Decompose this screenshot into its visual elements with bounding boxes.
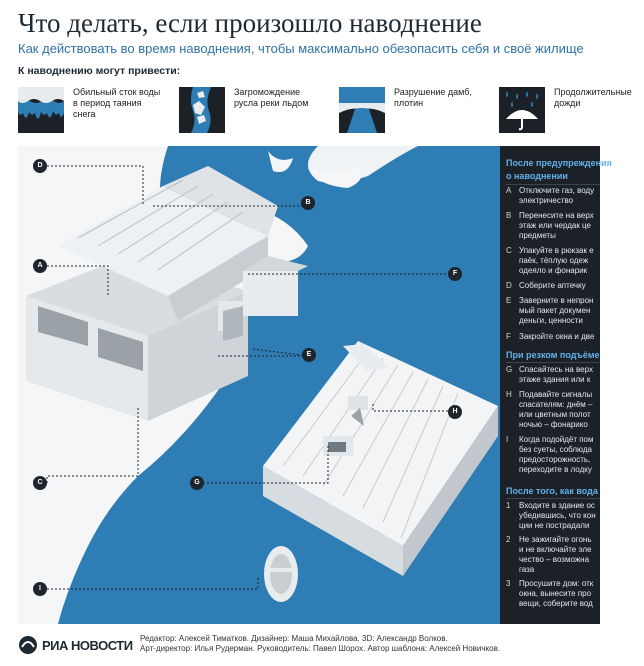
item-key: F [506, 332, 511, 341]
item-text: Соберите аптечку [519, 281, 586, 290]
item-text: Когда подойдёт пом без суеты, соблюда предосторожность, переходите в лодку [519, 435, 594, 474]
cause-label: Разрушение дамб, плотин [394, 87, 472, 108]
flood-illustration [18, 146, 500, 624]
item-key: G [506, 365, 513, 374]
marker-g[interactable]: G [190, 476, 204, 490]
rain-umbrella-icon [499, 87, 545, 133]
instructions-panel [500, 146, 612, 624]
item-key: 3 [506, 579, 511, 588]
marker-a[interactable]: A [33, 259, 47, 273]
item-key: 2 [506, 535, 511, 544]
item-key: I [506, 435, 509, 444]
item-key: D [506, 281, 512, 290]
causes-heading: К наводнению могут привести: [18, 65, 181, 77]
logo-text: РИА НОВОСТИ [42, 638, 133, 653]
ria-logo[interactable] [18, 634, 136, 656]
item-text: Упакуйте в рюкзак е паёк, тёплую одеж одеяло и фонарик [519, 246, 594, 275]
section-title-rise: При резком подъёме [506, 350, 600, 360]
cause-label: Обильный сток воды в период таяния снега [73, 87, 161, 119]
item-key: A [506, 186, 512, 195]
item-text: Закройте окна и две [519, 332, 595, 341]
footer [0, 630, 600, 666]
section-title-warning: После предупреждения [506, 158, 612, 168]
dam-break-icon [339, 87, 385, 133]
ice-jam-icon [179, 87, 225, 133]
credits-line: Редактор: Алексей Тиматков. Дизайнер: Маша Михайлова. 3D: Александр Волков. [140, 634, 448, 643]
item-key: E [506, 296, 512, 305]
credits [140, 634, 500, 654]
item-text: Не зажигайте огонь и не включайте эле чество – возможна газа [519, 535, 592, 574]
marker-e[interactable]: E [302, 348, 316, 362]
section-title-warning-cont: о наводнении [506, 171, 568, 181]
ria-logo-icon [18, 635, 38, 655]
melting-snow-icon [18, 87, 64, 133]
marker-b[interactable]: B [301, 196, 315, 210]
house-flooded [263, 341, 498, 576]
item-text: Просушите дом: отк окна, вынесите про вещи, соберите вод [519, 579, 594, 608]
flood-scene [18, 146, 500, 624]
divider [506, 362, 600, 363]
item-text: Спасайтесь на верх этаже здания или к [519, 365, 593, 384]
marker-h[interactable]: H [448, 405, 462, 419]
item-key: 1 [506, 501, 511, 510]
rescue-boat [264, 546, 298, 602]
item-key: H [506, 390, 512, 399]
item-key: B [506, 211, 512, 220]
item-key: C [506, 246, 512, 255]
ice-floe [268, 151, 293, 172]
page-subtitle: Как действовать во время наводнения, чтобы максимально обезопасить себя и своё жилище [18, 41, 584, 56]
cause-label: Загромождение русла реки льдом [234, 87, 309, 108]
marker-d[interactable]: D [33, 159, 47, 173]
item-text: Заверните в непрон мый пакет докумен деньги, ценности [519, 296, 594, 325]
divider [506, 184, 600, 185]
credits-line: Арт-директор: Илья Рудерман. Руководитель: Павел Шорох. Автор шаблона: Алексей Новичков. [140, 644, 501, 653]
item-text: Перенесите на верх этаж или чердак це предметы [519, 211, 594, 240]
divider [506, 498, 600, 499]
cause-label: Продолжительные дожди [554, 87, 632, 108]
item-text: Подавайте сигналы спасателям: днём – или цветным полот ночью – фонарико [519, 390, 593, 429]
section-title-after: После того, как вода [506, 486, 598, 496]
marker-c[interactable]: C [33, 476, 47, 490]
marker-f[interactable]: F [448, 267, 462, 281]
item-text: Отключите газ, воду электричество [519, 186, 595, 205]
item-text: Входите в здание ос убедившись, что кон ции не пострадали [519, 501, 596, 530]
marker-i[interactable]: I [33, 582, 47, 596]
page-title: Что делать, если произошло наводнение [18, 8, 482, 38]
